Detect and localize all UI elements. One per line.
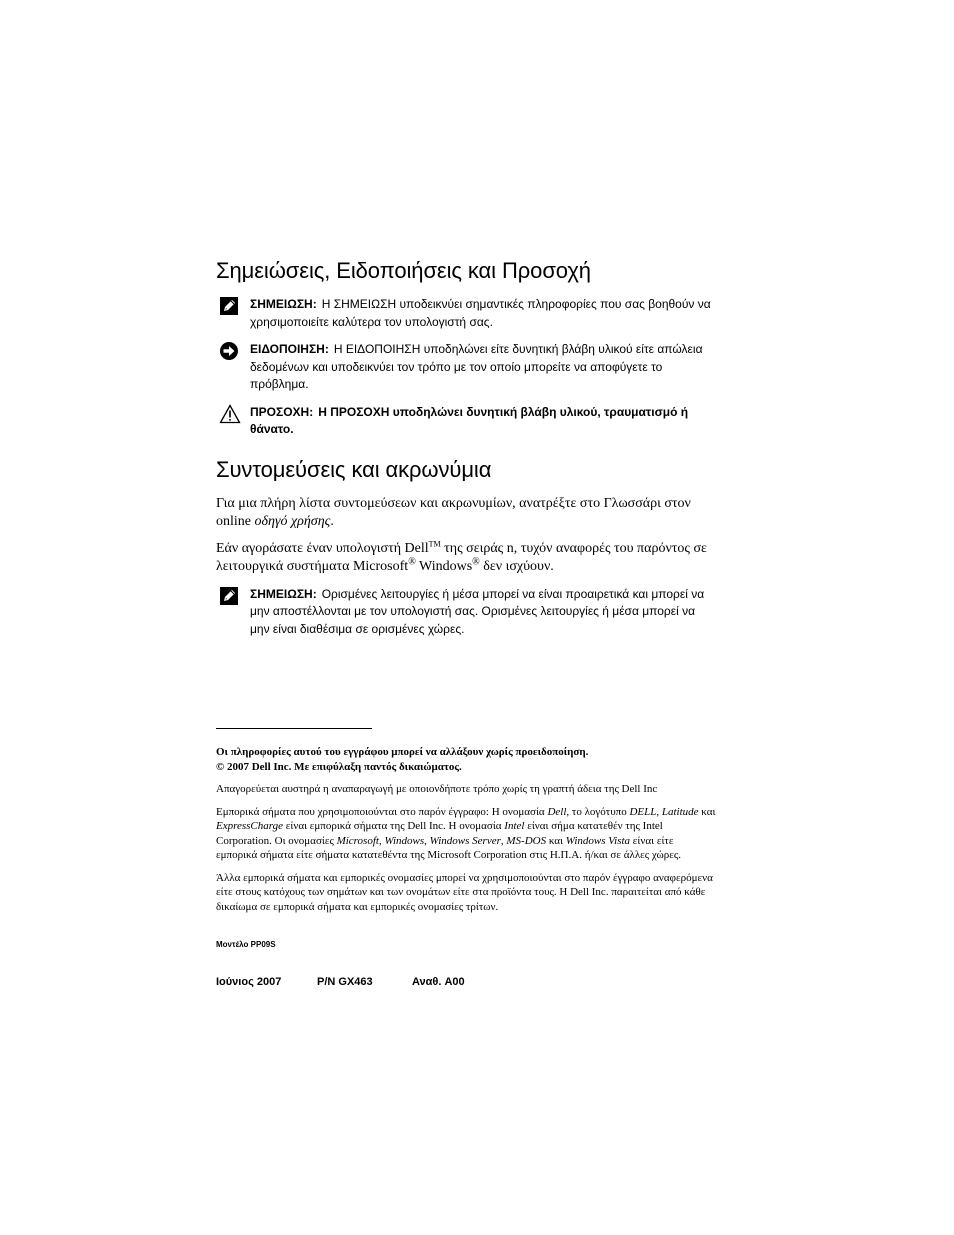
caution-text: Η ΠΡΟΣΟΧΗ υποδηλώνει δυνητική βλάβη υλικού, τραυματισμό ή θάνατο. <box>250 404 689 436</box>
tm-windows-server: Windows Server <box>429 834 501 847</box>
note-pencil-icon <box>219 296 239 316</box>
tm-text: Εμπορικά σήματα που χρησιμοποιούνται στο παρόν έγγραφο: Η ονομασία <box>216 805 548 818</box>
tm-text: , το λογότυπο <box>566 805 630 818</box>
glossary-text: Για μια πλήρη λίστα συντομεύσεων και ακρωνυμίων, ανατρέξτε στο Γλωσσάρι στον online <box>216 495 691 529</box>
note-label: ΣΗΜΕΙΩΣΗ: <box>250 297 317 311</box>
legal-notice <box>216 728 716 922</box>
note-block-2 <box>216 586 716 639</box>
other-trademarks: Άλλα εμπορικά σήματα και εμπορικές ονομασίες μπορεί να χρησιμοποιούνται στο παρόν έγγραφο αναφερόμενα είτε στους κατόχους των σημάτων και των ονομάτων είτε στα προϊόντα τους. Η Dell Inc. παραιτείται από κάθε δικαίωμα σε εμπορικά σήματα και εμπορικές ονομασίες τρίτων. <box>216 871 713 913</box>
tm-text: , <box>656 805 662 818</box>
tm-msdos: MS-DOS <box>506 834 547 847</box>
tm-dell-logo: DELL <box>629 805 657 818</box>
divider <box>216 728 372 729</box>
n-series-text-b: της σειράς n, τυχόν αναφορές του παρόντος σε λειτουργικά συστήματα Microsoft <box>216 540 707 574</box>
registered-symbol: ® <box>408 555 416 567</box>
tm-text: είναι εμπορικά σήματα της Dell Inc. Η ονομασία <box>283 820 505 832</box>
tm-text: είναι είτε εμπορικά σήματα είτε σήματα κατατεθέντα της Microsoft Corporation στις Η.Π.Α. ή/και σε άλλες χώρες. <box>216 834 681 861</box>
main-content <box>216 256 716 648</box>
notice-text: Η ΕΙΔΟΠΟΙΗΣΗ υποδηλώνει είτε δυνητική βλάβη υλικού είτε απώλεια δεδομένων και υποδεικνύει τον τρόπο με τον οποίο μπορείτε να αποφύγετε το πρόβλημα. <box>250 342 703 391</box>
n-series-text-c: Windows <box>415 558 473 574</box>
legal-change-notice: Οι πληροφορίες αυτού του εγγράφου μπορεί να αλλάξουν χωρίς προειδοποίηση. <box>216 746 589 758</box>
tm-microsoft: Microsoft <box>336 834 379 847</box>
trademarks-paragraph <box>216 805 716 863</box>
tm-text: και <box>546 834 566 847</box>
footer <box>216 976 465 988</box>
n-series-text-d: δεν ισχύουν. <box>479 558 554 574</box>
footer-revision: Αναθ. A00 <box>412 976 465 988</box>
tm-text: , <box>500 834 507 847</box>
tm-text: και <box>698 805 716 818</box>
caution-block <box>216 404 716 439</box>
caution-label: ΠΡΟΣΟΧΗ: <box>250 404 314 419</box>
note-block <box>216 296 716 331</box>
note-text: Η ΣΗΜΕΙΩΣΗ υποδεικνύει σημαντικές πληροφορίες που σας βοηθούν να χρησιμοποιείτε καλύτερα τον υπολογιστή σας. <box>250 297 711 329</box>
note2-text: Ορισμένες λειτουργίες ή μέσα μπορεί να είναι προαιρετικά και μπορεί να μην αποστέλλονται με τον υπολογιστή σας. Ορισμένες λειτουργίες ή μέσα μπορεί να μην είναι διαθέσιμα σε ορισμένες χώρες. <box>250 586 705 636</box>
glossary-paragraph <box>216 495 716 531</box>
caution-triangle-icon <box>219 404 239 424</box>
trademark-symbol: TM <box>428 538 441 548</box>
notice-arrow-circle-icon <box>219 341 239 361</box>
tm-latitude: Latitude <box>661 805 699 818</box>
footer-date: Ιούνιος 2007 <box>216 976 282 988</box>
tm-windows-vista: Windows Vista <box>565 834 631 847</box>
notice-block <box>216 341 716 394</box>
tm-expresscharge: ExpressCharge <box>216 820 284 832</box>
footer-part-number: P/N GX463 <box>317 976 373 988</box>
registered-symbol-2: ® <box>472 555 480 567</box>
notice-label: ΕΙΔΟΠΟΙΗΣΗ: <box>250 342 329 356</box>
section-title-abbreviations: Συντομεύσεις και ακρωνύμια <box>216 456 492 482</box>
tm-text: , <box>424 834 430 847</box>
note-pencil-icon <box>219 586 239 606</box>
reproduction-notice: Απαγορεύεται αυστηρά η αναπαραγωγή με οποιονδήποτε τρόπο χωρίς τη γραπτή άδεια της Dell Inc <box>216 783 658 795</box>
legal-bold <box>216 745 716 774</box>
copyright-line: © 2007 Dell Inc. Με επιφύλαξη παντός δικαιώματος. <box>216 760 462 773</box>
tm-dell: Dell <box>547 805 567 818</box>
glossary-end: . <box>330 513 334 529</box>
note2-label: ΣΗΜΕΙΩΣΗ: <box>250 586 317 601</box>
tm-text: είναι σήμα κατατεθέν της Intel Corporation. Οι ονομασίες <box>216 820 663 847</box>
n-series-paragraph <box>216 540 716 576</box>
section-title-notes: Σημειώσεις, Ειδοποιήσεις και Προσοχή <box>216 258 591 283</box>
tm-windows: Windows <box>384 834 425 847</box>
tm-intel: Intel <box>504 820 525 832</box>
n-series-text-a: Εάν αγοράσατε έναν υπολογιστή Dell <box>216 540 429 556</box>
model-number: Μοντέλο PP09S <box>216 940 276 949</box>
tm-text: , <box>378 834 385 847</box>
users-guide-link-text: οδηγό χρήσης <box>254 513 331 529</box>
